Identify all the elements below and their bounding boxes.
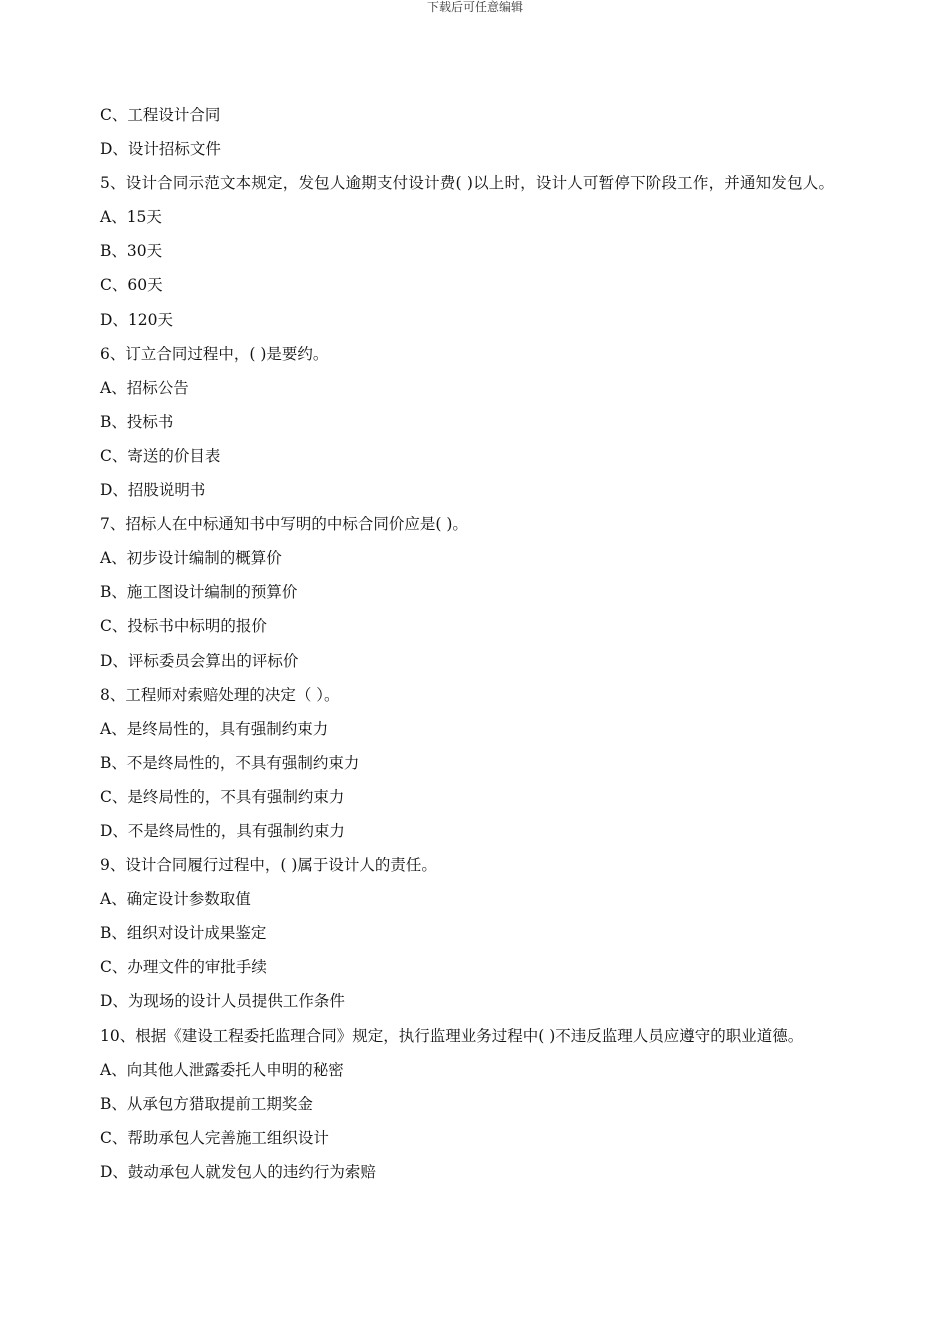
option-d-q8: D、不是终局性的，具有强制约束力 [100, 821, 345, 840]
option-a-q9: A、确定设计参数取值 [100, 890, 251, 909]
option-b-q10: B、从承包方猎取提前工期奖金 [100, 1094, 313, 1113]
option-b-q9: B、组织对设计成果鉴定 [100, 924, 267, 943]
option-c-q5: C、60天 [100, 276, 163, 295]
option-c-q4: C、工程设计合同 [100, 106, 221, 124]
option-b-q8: B、不是终局性的，不具有强制约束力 [100, 753, 360, 772]
option-a-q7: A、初步设计编制的概算价 [100, 549, 282, 568]
option-c-q10: C、帮助承包人完善施工组织设计 [100, 1128, 329, 1147]
question-6: 6、订立合同过程中，( )是要约。 [100, 344, 329, 363]
option-b-q6: B、投标书 [100, 412, 174, 431]
option-a-q8: A、是终局性的，具有强制约束力 [100, 719, 329, 738]
option-a-q10: A、向其他人泄露委托人申明的秘密 [100, 1060, 344, 1079]
option-d-q4: D、设计招标文件 [100, 140, 221, 159]
option-c-q8: C、是终局性的，不具有强制约束力 [100, 787, 345, 806]
option-a-q6: A、招标公告 [100, 378, 189, 397]
question-7: 7、招标人在中标通知书中写明的中标合同价应是( )。 [100, 515, 468, 534]
page-header: 下载后可任意编辑 [426, 0, 523, 14]
option-d-q10: D、鼓动承包人就发包人的违约行为索赔 [100, 1162, 376, 1181]
question-10: 10、根据《建设工程委托监理合同》规定，执行监理业务过程中( )不违反监理人员应遵守的职业道德。 [100, 1026, 804, 1045]
option-c-q6: C、寄送的价目表 [100, 446, 221, 465]
option-d-q9: D、为现场的设计人员提供工作条件 [100, 992, 345, 1011]
option-d-q5: D、120天 [100, 310, 174, 329]
option-d-q7: D、评标委员会算出的评标价 [100, 651, 299, 670]
option-a-q5: A、15天 [100, 208, 162, 227]
option-b-q7: B、施工图设计编制的预算价 [100, 583, 298, 602]
question-9: 9、设计合同履行过程中，( )属于设计人的责任。 [100, 856, 437, 875]
option-d-q6: D、招股说明书 [100, 481, 206, 500]
question-5: 5、设计合同示范文本规定，发包人逾期支付设计费( )以上时，设计人可暂停下阶段工作，并通知发包人。 [100, 174, 835, 193]
question-8: 8、工程师对索赔处理的决定（ ）。 [100, 685, 340, 704]
option-c-q9: C、办理文件的审批手续 [100, 958, 267, 977]
option-b-q5: B、30天 [100, 242, 163, 261]
document-body [100, 98, 860, 1189]
option-c-q7: C、投标书中标明的报价 [100, 617, 267, 636]
